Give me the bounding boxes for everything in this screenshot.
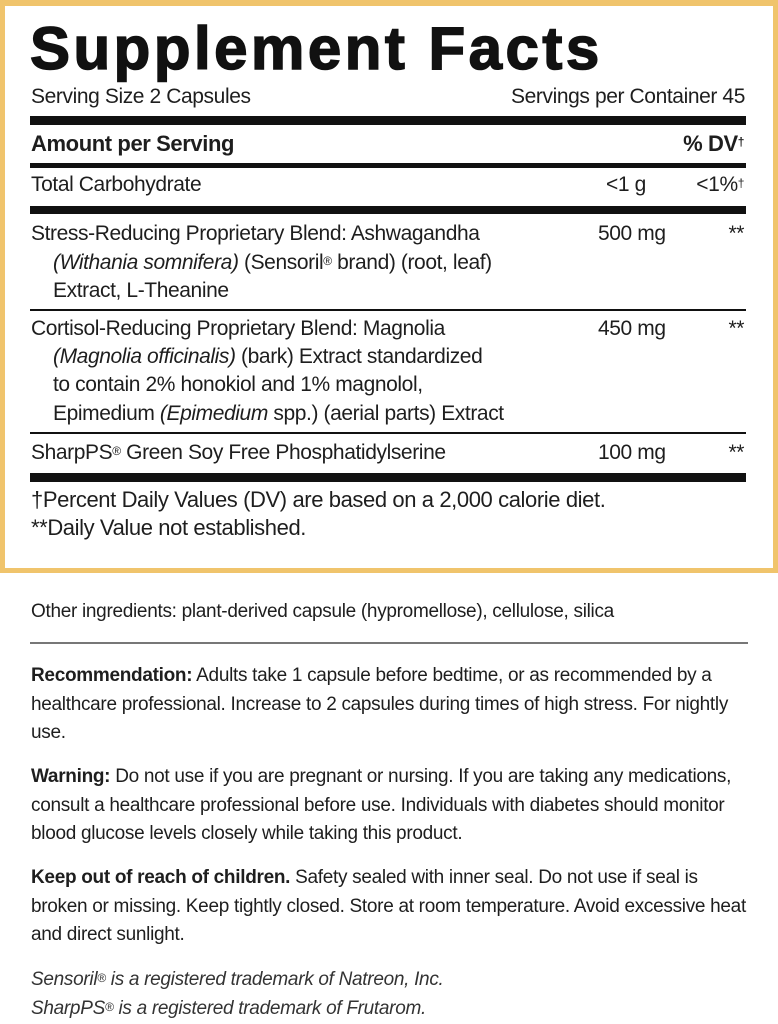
row-total-carbohydrate-dv: <1%†	[696, 173, 744, 196]
amount-per-serving-header: Amount per Serving	[31, 131, 235, 156]
dv-header: % DV†	[683, 131, 744, 156]
thick-divider	[30, 473, 746, 482]
serving-size: Serving Size 2 Capsules	[31, 85, 251, 108]
row-stress-blend-line2: (Withania somnifera) (Sensoril® brand) (root, leaf)	[53, 251, 492, 274]
warning: Warning: Do not use if you are pregnant or nursing. If you are taking any medications, consult a healthcare professional before use. Individuals with diabetes should monitor blood glucose levels closely while taking this product.	[31, 766, 732, 844]
row-sharpps-amount: 100 mg	[598, 441, 666, 464]
thick-divider	[30, 116, 746, 125]
trademark-sensoril: Sensoril® is a registered trademark of Natreon, Inc.	[31, 969, 444, 990]
thin-divider	[30, 309, 746, 311]
thick-divider	[30, 206, 746, 214]
row-stress-blend-line1: Stress-Reducing Proprietary Blend: Ashwagandha	[31, 222, 480, 245]
row-stress-blend-amount: 500 mg	[598, 222, 666, 245]
row-total-carbohydrate-amount: <1 g	[606, 173, 646, 196]
footnote-daily-values: †Percent Daily Values (DV) are based on a 2,000 calorie diet.	[31, 487, 606, 512]
section-divider	[30, 642, 748, 644]
trademark-sharpps: SharpPS® is a registered trademark of Frutarom.	[31, 998, 426, 1019]
divider	[30, 163, 746, 168]
keep-out-of-reach: Keep out of reach of children. Safety sealed with inner seal. Do not use if seal is broken or missing. Keep tightly closed. Store at room temperature. Avoid excessive heat and direct sunlight.	[31, 867, 746, 945]
row-sharpps-dv: **	[728, 441, 744, 464]
row-cortisol-blend-dv: **	[728, 317, 744, 340]
servings-per-container: Servings per Container 45	[511, 85, 745, 108]
row-cortisol-blend-amount: 450 mg	[598, 317, 666, 340]
row-cortisol-blend-line1: Cortisol-Reducing Proprietary Blend: Magnolia	[31, 317, 445, 340]
other-ingredients: Other ingredients: plant-derived capsule (hypromellose), cellulose, silica	[31, 601, 614, 622]
row-stress-blend-dv: **	[728, 222, 744, 245]
row-cortisol-blend-line4: Epimedium (Epimedium spp.) (aerial parts) Extract	[53, 402, 504, 425]
row-sharpps-name: SharpPS® Green Soy Free Phosphatidylserine	[31, 441, 446, 464]
row-stress-blend-line3: Extract, L-Theanine	[53, 279, 229, 302]
row-total-carbohydrate-name: Total Carbohydrate	[31, 173, 202, 196]
thin-divider	[30, 432, 746, 434]
recommendation: Recommendation: Adults take 1 capsule before bedtime, or as recommended by a healthcare professional. Increase to 2 capsules during times of high stress. For nightly use.	[31, 665, 729, 743]
row-cortisol-blend-line2: (Magnolia officinalis) (bark) Extract standardized	[53, 345, 483, 368]
footnote-not-established: **Daily Value not established.	[31, 515, 306, 540]
panel-title: Supplement Facts	[30, 15, 603, 82]
row-cortisol-blend-line3: to contain 2% honokiol and 1% magnolol,	[53, 373, 423, 396]
